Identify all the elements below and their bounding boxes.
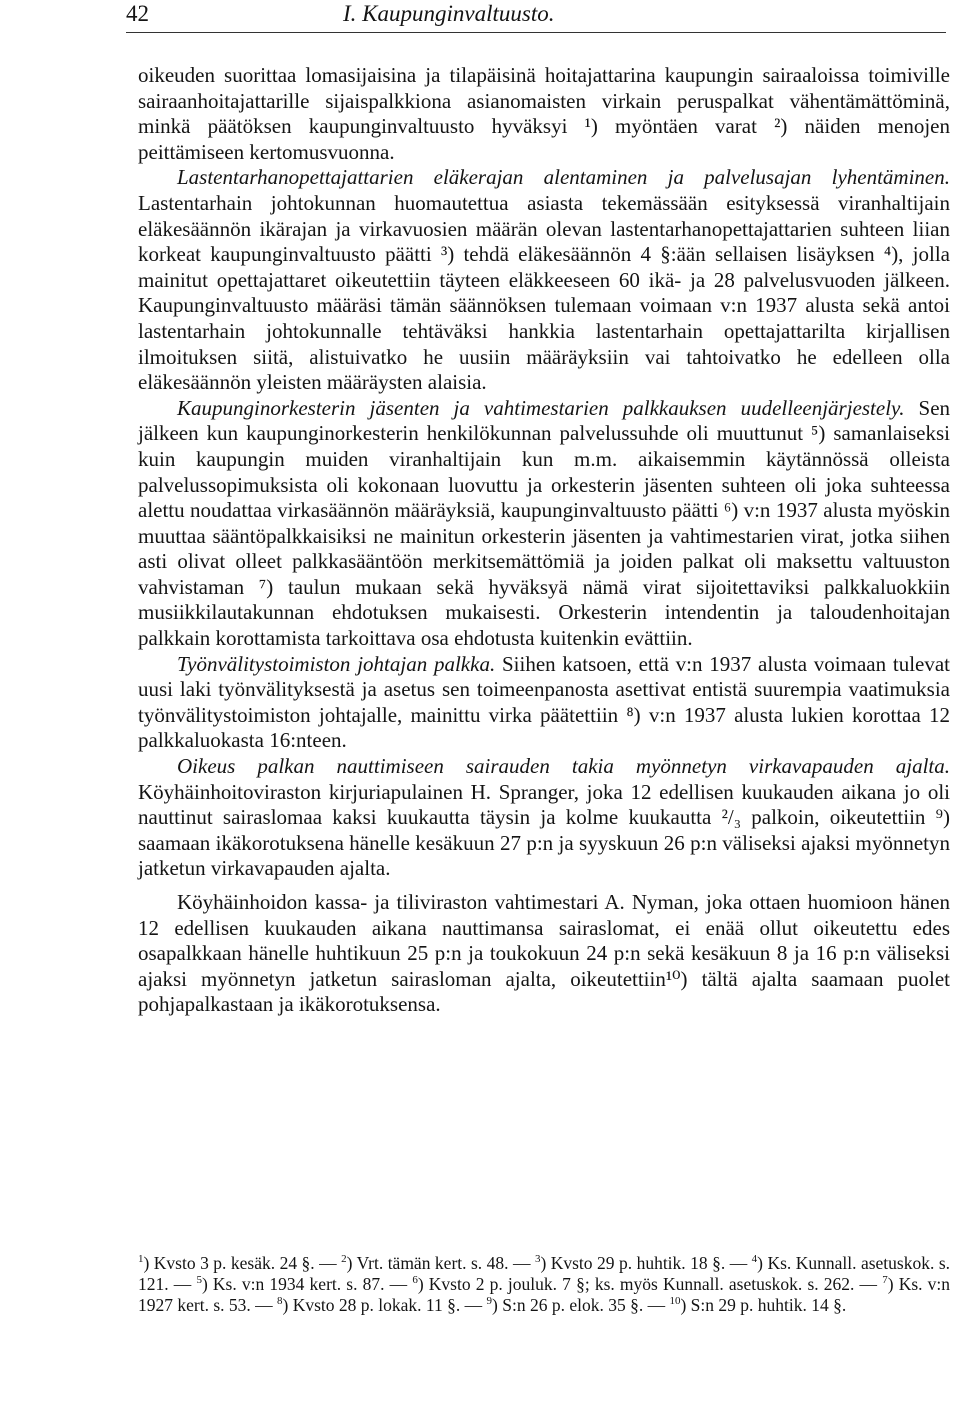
footnote-text: S:n 26 p. elok. 35 §. — xyxy=(502,1295,670,1315)
footnote-mark: 2 xyxy=(341,1253,347,1265)
paragraph-continuation xyxy=(138,63,950,165)
footnote-text: S:n 29 p. huhtik. 14 §. xyxy=(690,1295,847,1315)
section-heading: Lastentarhanopettajattarien eläkerajan alentaminen ja palvelusajan lyhentäminen. xyxy=(177,165,950,190)
footnote-mark: 8 xyxy=(277,1295,283,1307)
footnote-mark: 7 xyxy=(882,1274,888,1286)
page-header xyxy=(126,0,956,28)
header-rule xyxy=(126,32,946,33)
footnote-text: Kvsto 3 p. kesäk. 24 §. — xyxy=(153,1253,342,1273)
paragraph-text: Köyhäinhoitoviraston kirjuriapulainen H. Spranger, joka 12 edellisen kuukauden aikana jo oli nauttinut sairaslomaa kaksi kuukautta täysin ja kolme kuukautta ²/₃ palkoin, oikeutettiin ⁹) saamaan ikäkorotuksena hänelle kesäkuun 27 p:n ja syyskuun 26 p:n väliseksi ajaksi myönnetyn jatketun virkavapauden ajalta. xyxy=(138,779,950,881)
footnote-mark: 6 xyxy=(412,1274,418,1286)
footnote-mark: 9 xyxy=(486,1295,493,1307)
paragraph-text: Lastentarhain johtokunnan huomautettua asiasta tekemässään esityksessä viranhaltijain eläkesäännön ikärajan ja virkavuosien määrän olevan lastentarhanopettajattarien suhteen liian korkeat kaupunginvaltuusto päätti ³) tehdä eläkesäännön 4 §:ään sellaisen lisäyksen ⁴), jolla mainitut opettajattaret oikeutettiin täyteen eläkkeeseen 60 ikä- ja 28 palvelusvuoden jälkeen. Kaupunginvaltuusto määräsi tämän säännöksen tulemaan voimaan v:n 1937 alusta sekä antoi lastentarhain johtokunnalle tehtäväksi hankkia lastentarhain opettajattarilta kirjallisen ilmoituksen siitä, alistuivatko he uusiin määräyksiin vai tahtoivatko he edelleen olla eläkesäännön yleisten määräysten alaisia. xyxy=(138,190,950,395)
body-text xyxy=(138,63,950,1018)
footnote-text: Vrt. tämän kert. s. 48. — xyxy=(356,1253,535,1273)
paragraph-nyman xyxy=(138,890,950,1018)
paragraph-text: Siihen katsoen, että v:n 1937 alusta voimaan tulevat uusi laki työnvälityksestä ja asetus sen toimeenpanosta asettivat entistä suurempia vaatimuksia työnvälitystoimiston johtajalle, mainittu virka päätettiin ⁸) v:n 1937 alusta lukien korottaa 12 palkkaluokasta 16:nteen. xyxy=(138,651,951,753)
paragraph-orchestra-salaries xyxy=(138,396,950,652)
footnote-mark: 5 xyxy=(196,1274,202,1286)
paragraph-text: oikeuden suorittaa lomasijaisina ja tilapäisinä hoitajattarina kaupungin sairaaloissa toimiville sairaanhoitajattarille sijaispalkkiona asianomaisten virkain peruspalkat vähentämättöminä, minkä päätöksen kaupunginvaltuusto hyväksyi ¹) myöntäen varat ²) näiden menojen peittämiseen kertomusvuonna. xyxy=(138,63,950,164)
section-heading: Kaupunginorkesterin jäsenten ja vahtimestarien palkkauksen uudelleenjärjestely. xyxy=(177,395,905,420)
footnote-text: Kvsto 28 p. lokak. 11 §. — xyxy=(292,1295,487,1315)
section-heading: Oikeus palkan nauttimiseen sairauden takia myönnetyn virkavapauden ajalta. xyxy=(177,754,950,779)
footnote-text: Kvsto 29 p. huhtik. 18 §. — xyxy=(550,1253,752,1273)
paragraph-employment-office xyxy=(138,652,950,754)
paragraph-text: Köyhäinhoidon kassa- ja tiliviraston vahtimestari A. Nyman, joka ottaen huomioon hänen 12 edellisen kuukauden aikana nauttimansa sairaslomat, ei enää ollut oikeutettu edes osapalkkaan hänelle huhtikuun 25 p:n ja toukokuun 24 p:n sekä kesäkuun 8 ja 16 p:n väliseksi ajaksi myönnetyn jatketun sairasloman ajalta, oikeutettiin¹⁰) tältä ajalta saamaan puolet pohjapalkastaan ja ikäkorotuksensa. xyxy=(138,890,950,1017)
paragraph-kindergarten-pension xyxy=(138,165,950,395)
page-number: 42 xyxy=(126,1,149,26)
footnote-text: Ks. v:n 1934 kert. s. 87. — xyxy=(212,1274,413,1294)
section-heading: Työnvälitystoimiston johtajan palkka. xyxy=(177,651,496,676)
footnote-text: Ks. v:n 1927 kert. s. 53. — xyxy=(138,1274,951,1315)
footnotes: $^1$) Kvsto 3 p. kesäk. 24 §. — $^2$) Vrt. tämän kert. s. 48. — $^3$) Kvsto 29 p. huhtik. 18 §. — $^4$) Ks. Kunnall. asetuskok. s. 121. — $^5$) Ks. v:n 1934 kert. s. 87. — $^6$) Kvsto 2 p. jouluk. 7 §; ks. myös Kunnall. asetuskok. s. 262. — $^7$) Ks. v:n 1927 kert. s. 53. — $^8$) Kvsto 28 p. lokak. 11 §. — $^9$) S:n 26 p. elok. 35 §. — $^{10}$) S:n 29 p. huhtik. 14 §. xyxy=(138,1253,951,1315)
paragraph-text: Sen jälkeen kun kaupunginorkesterin henkilökunnan palvelussuhde oli muuttunut ⁵) samanlaiseksi kuin kaupungin muiden viranhaltijain kun m.m. aikaisemmin käytännössä olleista palvelussopimuksista oli kokonaan luovuttu ja orkesterin jäsenten suhteen oli joka suhteessa alettu noudattaa virkasäännön määräyksiä, kaupunginvaltuusto päätti ⁶) v:n 1937 alusta myöskin muuttaa sääntöpalkkaisiksi ne mainitun orkesterin jäsenten ja vahtimestarien virat, jotka siihen asti olivat olleet palkkasääntöön merkitsemättömiä ja joiden palkat oli maksettu valtuuston vahvistaman ⁷) taulun mukaan sekä hyväksyä nämä virat sijoitettaviksi palkkaluokkiin musiikkilautakunnan ehdotuksen mukaisesti. Orkesterin intendentin ja taloudenhoitajan palkkain korottamista tarkoittava osa ehdotusta kuitenkin evättiin. xyxy=(138,395,951,651)
footnote-mark: 10 xyxy=(669,1295,681,1307)
footnote-mark: 4 xyxy=(751,1253,758,1265)
footnote-mark: 3 xyxy=(534,1253,541,1265)
footnote-text: Ks. Kunnall. asetuskok. s. 121. — xyxy=(138,1253,951,1294)
footnote-mark: 1 xyxy=(138,1253,144,1265)
running-title: I. Kaupunginvaltuusto. xyxy=(343,1,555,26)
paragraph-sick-leave-pay xyxy=(138,754,950,882)
footnote-text: Kvsto 2 p. jouluk. 7 §; ks. myös Kunnall. asetuskok. s. 262. — xyxy=(428,1274,883,1294)
